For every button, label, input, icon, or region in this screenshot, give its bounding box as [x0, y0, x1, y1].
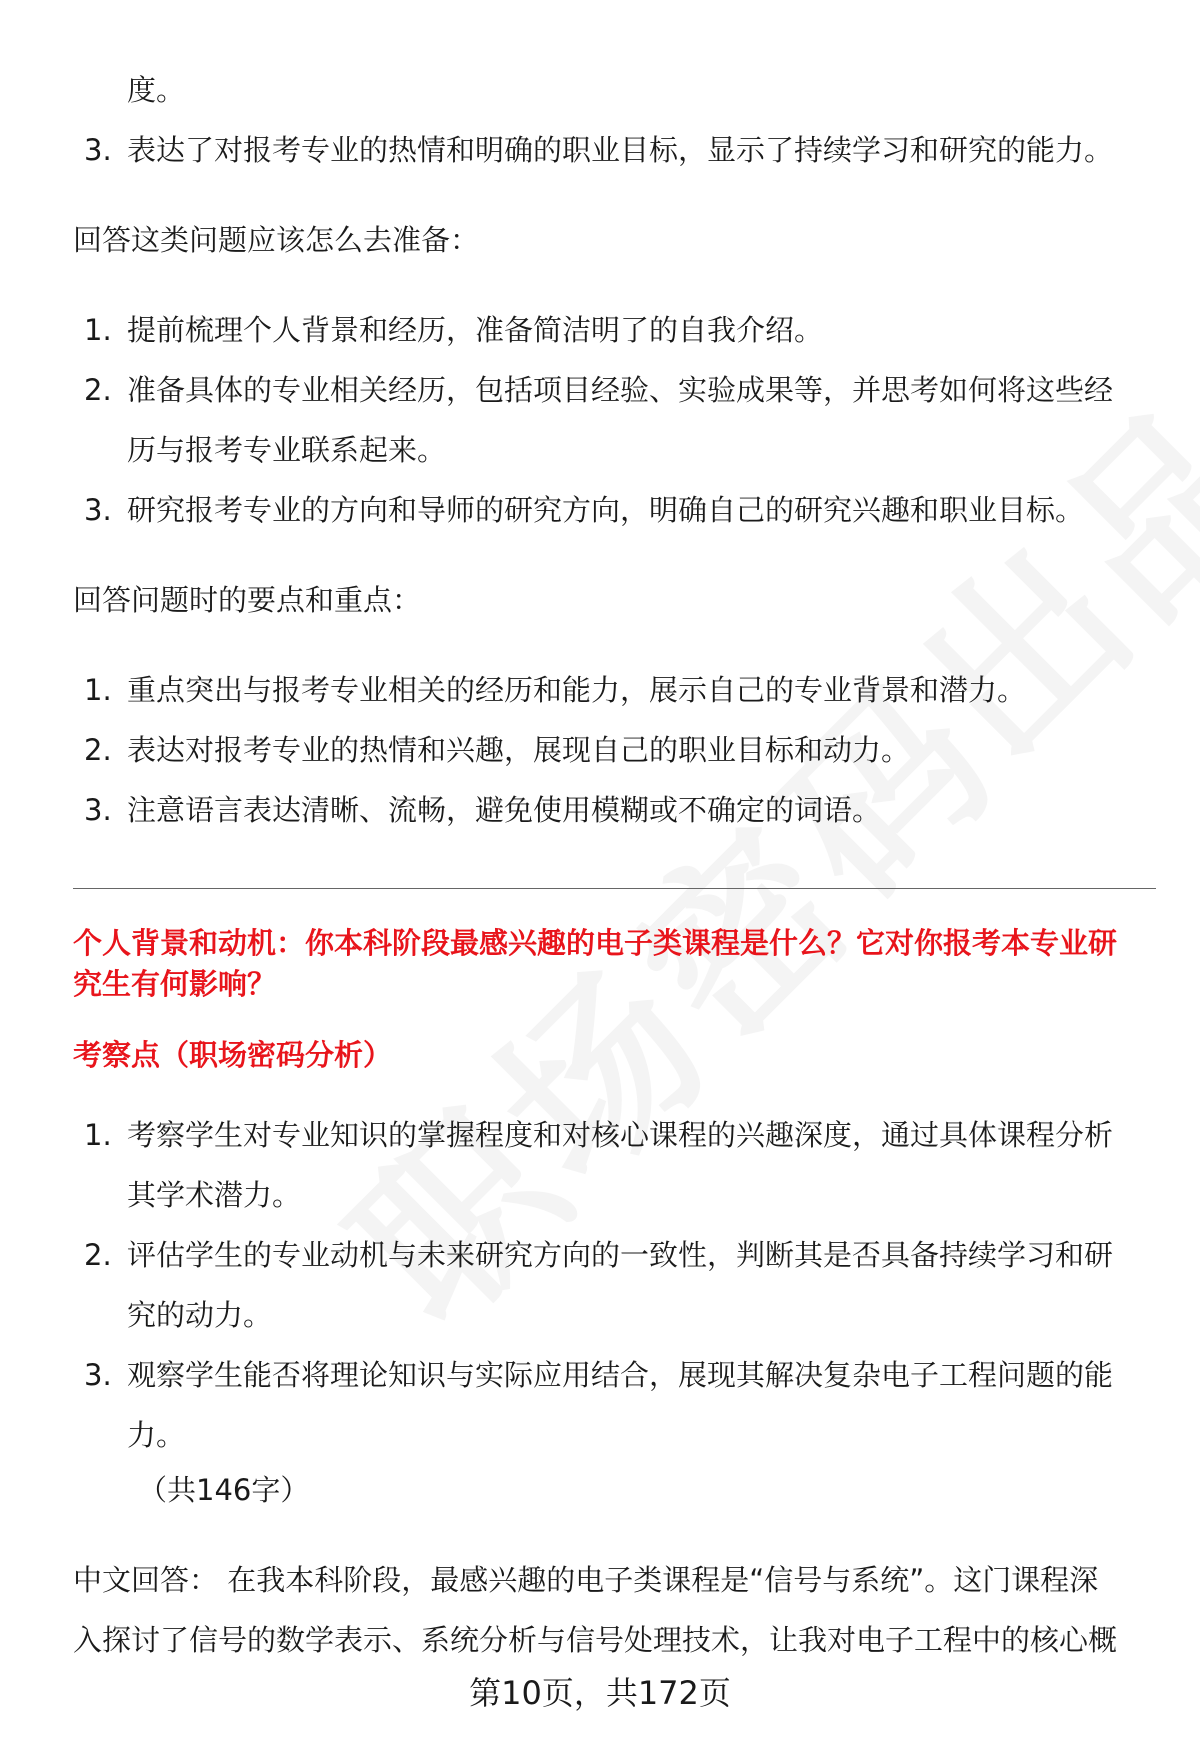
list-item-text: 重点突出与报考专业相关的经历和能力，展示自己的专业背景和潜力。	[127, 673, 1027, 707]
list-item-text: 准备具体的专业相关经历，包括项目经验、实验成果等，并思考如何将这些经	[127, 373, 1114, 407]
list-item-text: 评估学生的专业动机与未来研究方向的一致性，判断其是否具备持续学习和研	[127, 1238, 1114, 1272]
list-number: 3.	[84, 1358, 112, 1392]
question-title: 究生有何影响？	[73, 967, 277, 1001]
question-title: 个人背景和动机：你本科阶段最感兴趣的电子类课程是什么？它对你报考本专业研	[73, 926, 1118, 960]
page-footer: 第10页，共172页	[469, 1674, 731, 1712]
list-item-text: 究的动力。	[127, 1298, 273, 1332]
continuation-text: 度。	[127, 73, 186, 107]
list-item-text: 历与报考专业联系起来。	[127, 433, 447, 467]
list-number: 3.	[84, 493, 112, 527]
list-item-text: 表达对报考专业的热情和兴趣，展现自己的职业目标和动力。	[127, 733, 911, 767]
focus-heading: 考察点（职场密码分析）	[73, 1038, 393, 1072]
list-number: 1.	[84, 313, 112, 347]
list-number: 1.	[84, 673, 112, 707]
list-item-text: 考察学生对专业知识的掌握程度和对核心课程的兴趣深度，通过具体课程分析	[127, 1118, 1114, 1152]
list-item-text: 观察学生能否将理论知识与实际应用结合，展现其解决复杂电子工程问题的能	[127, 1358, 1114, 1392]
answer-text: 入探讨了信号的数学表示、系统分析与信号处理技术，让我对电子工程中的核心概	[73, 1623, 1118, 1657]
list-number: 1.	[84, 1118, 112, 1152]
list-number: 2.	[84, 1238, 112, 1272]
list-number: 2.	[84, 733, 112, 767]
list-item-text: 研究报考专业的方向和导师的研究方向，明确自己的研究兴趣和职业目标。	[127, 493, 1085, 527]
word-count: （共146字）	[138, 1473, 310, 1507]
list-number: 3.	[84, 793, 112, 827]
list-item-text: 其学术潜力。	[127, 1178, 302, 1212]
list-number: 3.	[84, 133, 112, 167]
list-item-text: 注意语言表达清晰、流畅，避免使用模糊或不确定的词语。	[127, 793, 882, 827]
list-number: 2.	[84, 373, 112, 407]
list-item-text: 力。	[127, 1418, 186, 1452]
section-heading-keypoints: 回答问题时的要点和重点：	[73, 583, 422, 617]
answer-text: 中文回答： 在我本科阶段，最感兴趣的电子类课程是“信号与系统”。这门课程深	[73, 1563, 1099, 1597]
section-divider	[73, 888, 1156, 889]
list-item-text: 提前梳理个人背景和经历，准备简洁明了的自我介绍。	[127, 313, 824, 347]
section-heading-prepare: 回答这类问题应该怎么去准备：	[73, 223, 480, 257]
list-item-text: 表达了对报考专业的热情和明确的职业目标，显示了持续学习和研究的能力。	[127, 133, 1114, 167]
